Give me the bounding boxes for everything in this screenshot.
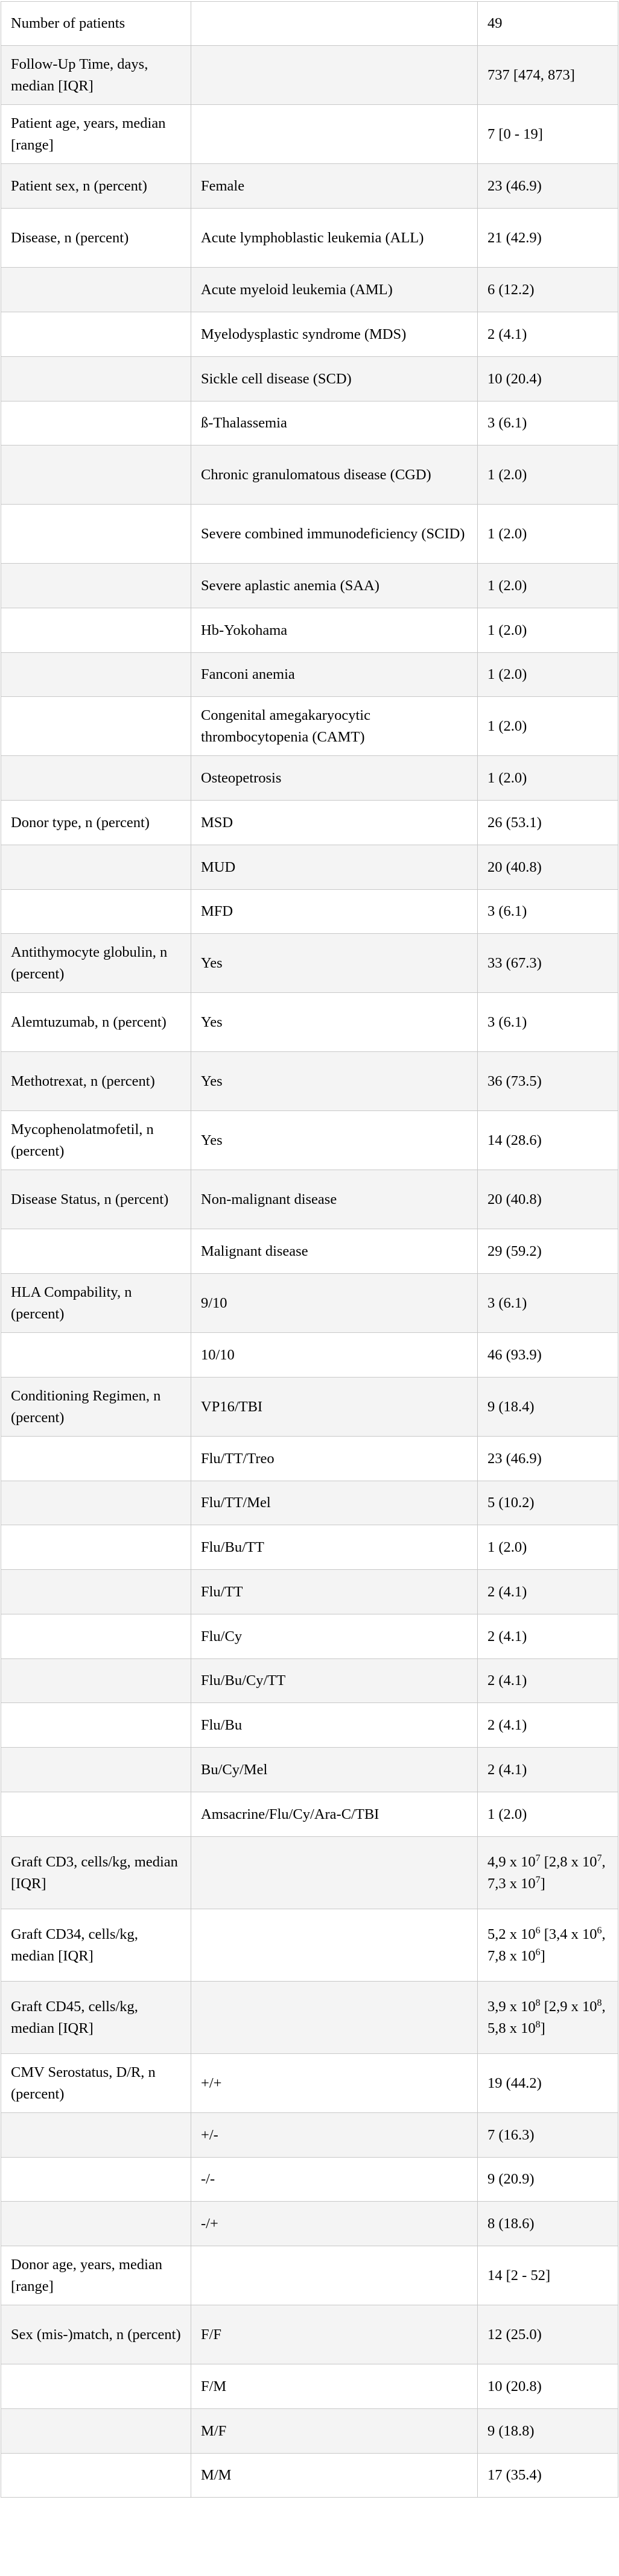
table-row (1, 1229, 618, 1274)
characteristic-cell: Graft CD34, cells/kg, median [IQR] (1, 1909, 191, 1982)
table-row (1, 1481, 618, 1525)
value-cell: 4,9 x $10^7$ [2,8 x $10^7$, 7,3 x $10^7$] (478, 1837, 618, 1909)
characteristic-cell (1, 1333, 191, 1378)
characteristic-cell (1, 756, 191, 801)
category-cell: Malignant disease (191, 1229, 478, 1274)
value-cell: 1 (2.0) (478, 446, 618, 505)
category-cell: Bu/Cy/Mel (191, 1748, 478, 1792)
characteristic-cell (1, 2454, 191, 2498)
characteristic-cell (1, 505, 191, 564)
characteristic-cell: Graft CD3, cells/kg, median [IQR] (1, 1837, 191, 1909)
category-cell: Flu/Bu/TT (191, 1525, 478, 1570)
characteristic-cell (1, 1570, 191, 1614)
value-cell: 5,2 x $10^6$ [3,4 x $10^6$, 7,8 x $10^6$] (478, 1909, 618, 1982)
table-row (1, 505, 618, 564)
characteristic-cell (1, 2409, 191, 2454)
value-cell: 3 (6.1) (478, 402, 618, 446)
characteristic-cell (1, 2364, 191, 2409)
table-row (1, 164, 618, 209)
category-cell: F/F (191, 2305, 478, 2364)
table-row (1, 312, 618, 357)
characteristic-cell: Methotrexat, n (percent) (1, 1052, 191, 1111)
table-row (1, 2246, 618, 2305)
category-cell: Non-malignant disease (191, 1170, 478, 1229)
category-cell: Yes (191, 1111, 478, 1170)
table-row (1, 653, 618, 697)
table-row (1, 608, 618, 653)
category-cell: Hb-Yokohama (191, 608, 478, 653)
table-row (1, 564, 618, 608)
value-cell: 46 (93.9) (478, 1333, 618, 1378)
category-cell: Flu/TT (191, 1570, 478, 1614)
value-cell: 26 (53.1) (478, 801, 618, 845)
characteristic-cell (1, 312, 191, 357)
table-row (1, 268, 618, 312)
table-row (1, 2, 618, 46)
characteristic-cell (1, 1481, 191, 1525)
table-row (1, 934, 618, 993)
characteristic-cell (1, 1229, 191, 1274)
value-cell: 1 (2.0) (478, 653, 618, 697)
category-cell: Flu/TT/Mel (191, 1481, 478, 1525)
table-row (1, 2364, 618, 2409)
category-cell: 10/10 (191, 1333, 478, 1378)
characteristic-cell: Conditioning Regimen, n (percent) (1, 1378, 191, 1437)
value-cell: 23 (46.9) (478, 1437, 618, 1481)
characteristic-cell (1, 1792, 191, 1837)
table-row (1, 845, 618, 890)
table-row (1, 446, 618, 505)
value-cell: 14 (28.6) (478, 1111, 618, 1170)
value-cell: 10 (20.4) (478, 357, 618, 402)
table-row (1, 402, 618, 446)
category-cell (191, 2246, 478, 2305)
value-cell: 29 (59.2) (478, 1229, 618, 1274)
category-cell: VP16/TBI (191, 1378, 478, 1437)
value-cell: 49 (478, 2, 618, 46)
characteristic-cell: Donor age, years, median [range] (1, 2246, 191, 2305)
table-row (1, 1052, 618, 1111)
value-cell: 19 (44.2) (478, 2054, 618, 2113)
category-cell: 9/10 (191, 1274, 478, 1333)
value-cell: 17 (35.4) (478, 2454, 618, 2498)
category-cell: Yes (191, 993, 478, 1052)
table-row (1, 1703, 618, 1748)
value-cell: 8 (18.6) (478, 2202, 618, 2246)
category-cell: Fanconi anemia (191, 653, 478, 697)
value-cell: 7 (16.3) (478, 2113, 618, 2158)
characteristic-cell: Patient age, years, median [range] (1, 105, 191, 164)
table-row (1, 357, 618, 402)
table-row (1, 1378, 618, 1437)
value-cell: 3 (6.1) (478, 890, 618, 934)
category-cell: Flu/Bu/Cy/TT (191, 1659, 478, 1703)
table-row (1, 2113, 618, 2158)
category-cell: -/- (191, 2158, 478, 2202)
value-cell: 2 (4.1) (478, 1614, 618, 1659)
value-cell: 2 (4.1) (478, 1748, 618, 1792)
category-cell (191, 46, 478, 105)
category-cell: Osteopetrosis (191, 756, 478, 801)
category-cell: Acute lymphoblastic leukemia (ALL) (191, 209, 478, 268)
characteristic-cell (1, 890, 191, 934)
value-cell: 14 [2 - 52] (478, 2246, 618, 2305)
characteristic-cell (1, 268, 191, 312)
category-cell (191, 1909, 478, 1982)
value-cell: 7 [0 - 19] (478, 105, 618, 164)
category-cell: Flu/Cy (191, 1614, 478, 1659)
value-cell: 9 (18.4) (478, 1378, 618, 1437)
characteristic-cell: Antithymocyte globulin, n (percent) (1, 934, 191, 993)
value-cell: 12 (25.0) (478, 2305, 618, 2364)
table-body (1, 2, 618, 2498)
table-row (1, 2158, 618, 2202)
value-cell: 9 (18.8) (478, 2409, 618, 2454)
table-row (1, 2054, 618, 2113)
characteristic-cell (1, 1748, 191, 1792)
patient-characteristics-table (1, 1, 618, 2498)
characteristic-cell: Mycophenolatmofetil, n (percent) (1, 1111, 191, 1170)
category-cell: MUD (191, 845, 478, 890)
characteristic-cell (1, 1703, 191, 1748)
table-row (1, 993, 618, 1052)
value-cell: 36 (73.5) (478, 1052, 618, 1111)
category-cell: Acute myeloid leukemia (AML) (191, 268, 478, 312)
table-row (1, 1274, 618, 1333)
characteristic-cell (1, 653, 191, 697)
value-cell: 2 (4.1) (478, 312, 618, 357)
characteristic-cell (1, 357, 191, 402)
characteristic-cell (1, 2158, 191, 2202)
table-row (1, 1792, 618, 1837)
category-cell: MSD (191, 801, 478, 845)
category-cell (191, 1982, 478, 2054)
category-cell: Flu/TT/Treo (191, 1437, 478, 1481)
table-row (1, 2202, 618, 2246)
table-row (1, 46, 618, 105)
category-cell: ß-Thalassemia (191, 402, 478, 446)
table-row (1, 209, 618, 268)
characteristic-cell: Patient sex, n (percent) (1, 164, 191, 209)
category-cell: +/+ (191, 2054, 478, 2113)
value-cell: 1 (2.0) (478, 756, 618, 801)
category-cell: MFD (191, 890, 478, 934)
characteristic-cell (1, 402, 191, 446)
table-row (1, 1748, 618, 1792)
value-cell: 737 [474, 873] (478, 46, 618, 105)
category-cell (191, 2, 478, 46)
table-row (1, 756, 618, 801)
category-cell: Chronic granulomatous disease (CGD) (191, 446, 478, 505)
characteristic-cell (1, 608, 191, 653)
value-cell: 5 (10.2) (478, 1481, 618, 1525)
characteristic-cell (1, 1614, 191, 1659)
value-cell: 23 (46.9) (478, 164, 618, 209)
characteristic-cell: Alemtuzumab, n (percent) (1, 993, 191, 1052)
value-cell: 3 (6.1) (478, 1274, 618, 1333)
value-cell: 2 (4.1) (478, 1659, 618, 1703)
patient-characteristics-table-container (0, 1, 619, 2498)
characteristic-cell: Follow-Up Time, days, median [IQR] (1, 46, 191, 105)
category-cell: M/F (191, 2409, 478, 2454)
characteristic-cell (1, 564, 191, 608)
category-cell: -/+ (191, 2202, 478, 2246)
category-cell (191, 1837, 478, 1909)
table-row (1, 2454, 618, 2498)
table-row (1, 1570, 618, 1614)
table-row (1, 801, 618, 845)
category-cell: Flu/Bu (191, 1703, 478, 1748)
characteristic-cell: Sex (mis-)match, n (percent) (1, 2305, 191, 2364)
characteristic-cell: Disease, n (percent) (1, 209, 191, 268)
value-cell: 9 (20.9) (478, 2158, 618, 2202)
characteristic-cell (1, 1525, 191, 1570)
characteristic-cell: Graft CD45, cells/kg, median [IQR] (1, 1982, 191, 2054)
characteristic-cell (1, 2113, 191, 2158)
table-row (1, 1909, 618, 1982)
category-cell: Severe aplastic anemia (SAA) (191, 564, 478, 608)
characteristic-cell: Donor type, n (percent) (1, 801, 191, 845)
value-cell: 20 (40.8) (478, 845, 618, 890)
table-row (1, 1837, 618, 1909)
table-row (1, 1614, 618, 1659)
category-cell: M/M (191, 2454, 478, 2498)
table-row (1, 1333, 618, 1378)
category-cell: Severe combined immunodeficiency (SCID) (191, 505, 478, 564)
category-cell: Amsacrine/Flu/Cy/Ara-C/TBI (191, 1792, 478, 1837)
value-cell: 1 (2.0) (478, 1525, 618, 1570)
table-row (1, 697, 618, 756)
category-cell: Sickle cell disease (SCD) (191, 357, 478, 402)
value-cell: 1 (2.0) (478, 697, 618, 756)
category-cell (191, 105, 478, 164)
value-cell: 1 (2.0) (478, 564, 618, 608)
value-cell: 1 (2.0) (478, 608, 618, 653)
table-row (1, 1111, 618, 1170)
characteristic-cell (1, 845, 191, 890)
table-row (1, 105, 618, 164)
table-row (1, 1659, 618, 1703)
characteristic-cell: Disease Status, n (percent) (1, 1170, 191, 1229)
value-cell: 1 (2.0) (478, 505, 618, 564)
category-cell: Yes (191, 1052, 478, 1111)
category-cell: +/- (191, 2113, 478, 2158)
characteristic-cell (1, 446, 191, 505)
characteristic-cell: CMV Serostatus, D/R, n (percent) (1, 2054, 191, 2113)
value-cell: 2 (4.1) (478, 1703, 618, 1748)
table-row (1, 1982, 618, 2054)
characteristic-cell: HLA Compability, n (percent) (1, 1274, 191, 1333)
characteristic-cell: Number of patients (1, 2, 191, 46)
value-cell: 3,9 x $10^8$ [2,9 x $10^8$, 5,8 x $10^8$] (478, 1982, 618, 2054)
table-row (1, 890, 618, 934)
value-cell: 20 (40.8) (478, 1170, 618, 1229)
category-cell: Female (191, 164, 478, 209)
characteristic-cell (1, 1659, 191, 1703)
table-row (1, 1525, 618, 1570)
value-cell: 10 (20.8) (478, 2364, 618, 2409)
category-cell: Myelodysplastic syndrome (MDS) (191, 312, 478, 357)
value-cell: 2 (4.1) (478, 1570, 618, 1614)
table-row (1, 1170, 618, 1229)
category-cell: F/M (191, 2364, 478, 2409)
table-row (1, 2305, 618, 2364)
characteristic-cell (1, 1437, 191, 1481)
table-row (1, 1437, 618, 1481)
table-row (1, 2409, 618, 2454)
category-cell: Yes (191, 934, 478, 993)
value-cell: 3 (6.1) (478, 993, 618, 1052)
value-cell: 21 (42.9) (478, 209, 618, 268)
value-cell: 33 (67.3) (478, 934, 618, 993)
value-cell: 6 (12.2) (478, 268, 618, 312)
characteristic-cell (1, 697, 191, 756)
category-cell: Congenital amegakaryocytic thrombocytopenia (CAMT) (191, 697, 478, 756)
value-cell: 1 (2.0) (478, 1792, 618, 1837)
characteristic-cell (1, 2202, 191, 2246)
